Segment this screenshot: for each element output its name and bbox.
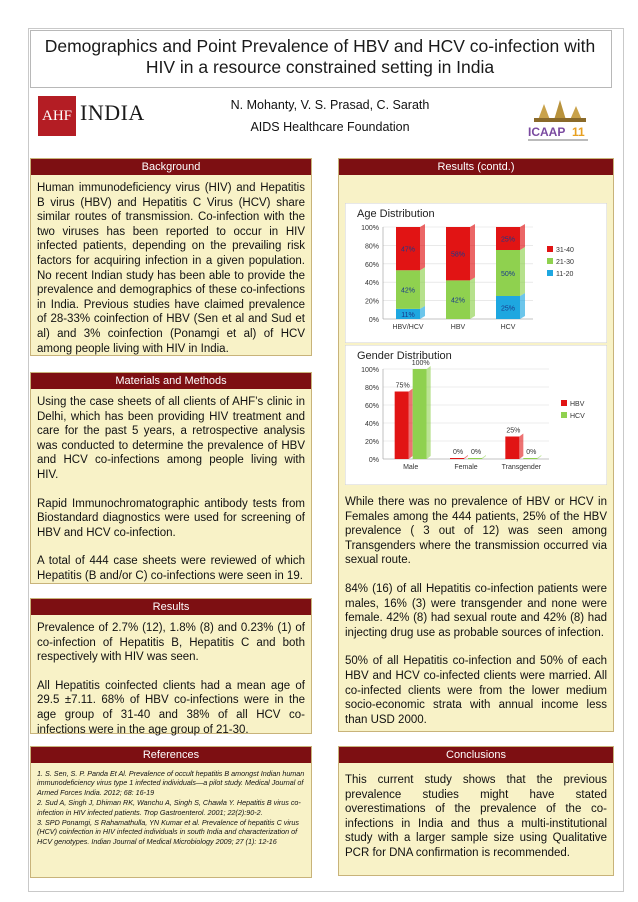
methods-heading: Materials and Methods (31, 373, 311, 389)
legend-swatch (547, 246, 553, 252)
results-paragraph-2: All Hepatitis coinfected clients had a mean age of 29.5 ±7.11. 68% of HBV co-infections were in the age group of 31-40 and 38% of all HCV co-infections were in the age group of 21-30. (37, 679, 305, 736)
bar (395, 392, 409, 460)
results-contd-heading: Results (contd.) (339, 159, 613, 175)
bar-side (470, 277, 475, 319)
authors: N. Mohanty, V. S. Prasad, C. Sarath (230, 98, 430, 112)
results-contd-paragraph-3: 50% of all Hepatitis co-infection and 50% of each HBV and HCV co-infected clients were married. All co-infected clients were from the lower medium socio-economic strata with annual income less than USD 2000. (345, 655, 607, 726)
x-tick-label: HBV (450, 324, 466, 331)
references-panel (30, 746, 312, 878)
y-tick-label: 20% (364, 439, 379, 446)
legend-swatch (561, 412, 567, 418)
references-list (37, 769, 305, 847)
y-tick-label: 100% (361, 225, 379, 232)
reference-item: 3. SPD Ponamgi, S Rahamathulla, YN Kumar et al. Prevalence of hepatitis C virus (HCV) coinfection in HIV infected individuals in south India and characterization of HCV genotypes. Indian Journal of Medical Microbiology 2009; 27 (1): 12-16 (37, 818, 299, 846)
references-heading: References (31, 747, 311, 763)
data-label: 11% (401, 311, 415, 319)
data-label: 50% (500, 271, 516, 278)
background-heading: Background (31, 159, 311, 175)
bar (505, 437, 519, 460)
reference-item: 2. Sud A, Singh J, Dhiman RK, Wanchu A, Singh S, Chawla Y. Hepatitis B virus co-infection in HIV infected patients. Trop Gastroenterol. 2001; 22(2):90-2. (37, 798, 301, 817)
results-panel (30, 598, 312, 734)
y-tick-label: 40% (364, 421, 379, 428)
conclusions-panel (338, 746, 614, 876)
results-heading: Results (31, 599, 311, 615)
data-label: 47% (400, 246, 416, 254)
data-label: 0% (452, 449, 464, 456)
results-paragraph-1: Prevalence of 2.7% (12), 1.8% (8) and 0.23% (1) of co-infection of Hepatitis B, Hepatitis C and both respectively with HIV was seen. (37, 622, 305, 664)
data-label: 0% (470, 449, 482, 456)
y-tick-label: 60% (364, 403, 379, 410)
organization: AIDS Healthcare Foundation (250, 120, 410, 134)
data-label: 75% (395, 382, 410, 390)
bar-side (420, 224, 425, 270)
data-label: 25% (500, 236, 516, 244)
ahf-logo-text: INDIA (80, 100, 145, 125)
y-tick-label: 60% (364, 261, 379, 269)
legend-label: HCV (570, 413, 585, 420)
methods-panel (30, 372, 312, 584)
results-contd-paragraph-2: 84% (16) of all Hepatitis co-infection patients were males, 16% (3) were transgender and none were female. 42% (8) had sexual route and 42% (8) had injecting drug use as probable sources of infection. (345, 582, 607, 639)
x-tick-label: Female (454, 464, 478, 471)
legend-swatch (561, 400, 567, 406)
data-label: 100% (411, 360, 430, 367)
data-label: 0% (526, 449, 537, 456)
methods-paragraph-1: Using the case sheets of all clients of AHF’s clinic in Delhi, which has been providing HIV treatment and care for the past 5 years, a retrospective analysis was conducted to determine the prevalence of HBV and HCV co-infections among people living with HIV. (37, 396, 305, 481)
bar-side (420, 267, 425, 309)
methods-paragraph-2: Rapid Immunochromatographic antibody tests from Biostandard diagnostics were used for screening of HBV and HCV co-infection. (37, 497, 305, 539)
results-contd-panel (338, 158, 614, 732)
chart-title: Gender Distribution (357, 350, 452, 362)
bar (468, 458, 482, 459)
legend-label: 21-30 (556, 259, 574, 266)
icaap-logo-number: 11 (572, 125, 585, 139)
data-label: 42% (400, 287, 416, 295)
icaap-logo (524, 98, 596, 144)
x-tick-label: Male (403, 464, 419, 471)
bar-side (427, 366, 431, 459)
bar (450, 458, 464, 459)
poster-title: Demographics and Point Prevalence of HBV and HCV co-infection with HIV in a resource constrained setting in India (44, 36, 596, 77)
gender-distribution-chart (345, 345, 607, 485)
y-tick-label: 0% (368, 457, 379, 464)
bar-side (519, 434, 523, 460)
age-distribution-chart (345, 203, 607, 343)
conclusions-heading: Conclusions (339, 747, 613, 763)
x-tick-label: HBV/HCV (392, 324, 424, 331)
x-tick-label: HCV (500, 324, 516, 331)
results-body (37, 621, 305, 751)
y-tick-label: 40% (364, 280, 379, 288)
legend-swatch (547, 270, 553, 276)
background-panel (30, 158, 312, 356)
data-label: 42% (450, 297, 466, 305)
data-label: 58% (450, 251, 466, 259)
methods-paragraph-3: A total of 444 case sheets were reviewed of which Hepatitis (B and/or C) co-infections were seen in 19. (37, 555, 305, 582)
bar (523, 458, 537, 459)
y-tick-label: 100% (361, 367, 379, 374)
data-label: 25% (506, 427, 521, 435)
icaap-logo-text: ICAAP (528, 125, 566, 139)
y-tick-label: 80% (364, 385, 379, 392)
reference-item: 1. S. Sen, S. P. Panda Et Al. Prevalence of occult hepatitis B amongst Indian human immunodeficiency virus type 1 infected individuals—a pilot study. Medical Journal of Armed Forces India. 2012; 68: 16-19 (37, 769, 305, 797)
y-tick-label: 0% (368, 317, 379, 324)
bar-side (409, 389, 413, 460)
methods-body (37, 395, 305, 598)
chart-title: Age Distribution (357, 208, 435, 220)
bar-side (470, 224, 475, 280)
bar-side (520, 293, 525, 319)
legend-label: 11-20 (556, 271, 574, 278)
bar-side (520, 247, 525, 296)
legend-label: HBV (570, 401, 585, 408)
y-tick-label: 20% (364, 298, 379, 306)
legend-swatch (547, 258, 553, 264)
y-tick-label: 80% (364, 243, 379, 251)
bar-side (520, 224, 525, 250)
legend-label: 31-40 (556, 247, 574, 254)
results-contd-paragraph-1: While there was no prevalence of HBV or HCV in Females among the 444 patients, 25% of the HBV prevalence ( 3 out of 12) was seen among Transgenders where the transmission occurred via sexual route. (345, 496, 607, 567)
bar (413, 369, 427, 459)
conclusions-text: This current study shows that the previous prevalence studies might have stated overestimations of the prevalence of the co-infections in India and thus a multi-institutional study with a larger sample size using Qualitative PCR for DNA confirmation is recommended. (345, 774, 607, 859)
background-text: Human immunodeficiency virus (HIV) and Hepatitis B virus (HBV) and Hepatitis C Virus (HCV) share similar routes of transmission. Co-infection with the two viruses has been reported to occur in HIV infected patients, depending on the prevailing risk factors for acquiring infection in a given population. No recent Indian study has been able to provide the prevalence and demographics of these co-infections in India. Previous studies have claimed prevalence of 28-33% coinfection of HBV (Sen et al and Sud et al) and 3% coinfection (Ponamgi et al) of HCV among people living with HIV in India. (37, 182, 305, 355)
ahf-india-logo (38, 96, 150, 136)
results-contd-body (345, 495, 607, 741)
x-tick-label: Transgender (501, 464, 542, 471)
data-label: 25% (500, 305, 516, 313)
ahf-logo-mark: AHF (38, 96, 76, 136)
